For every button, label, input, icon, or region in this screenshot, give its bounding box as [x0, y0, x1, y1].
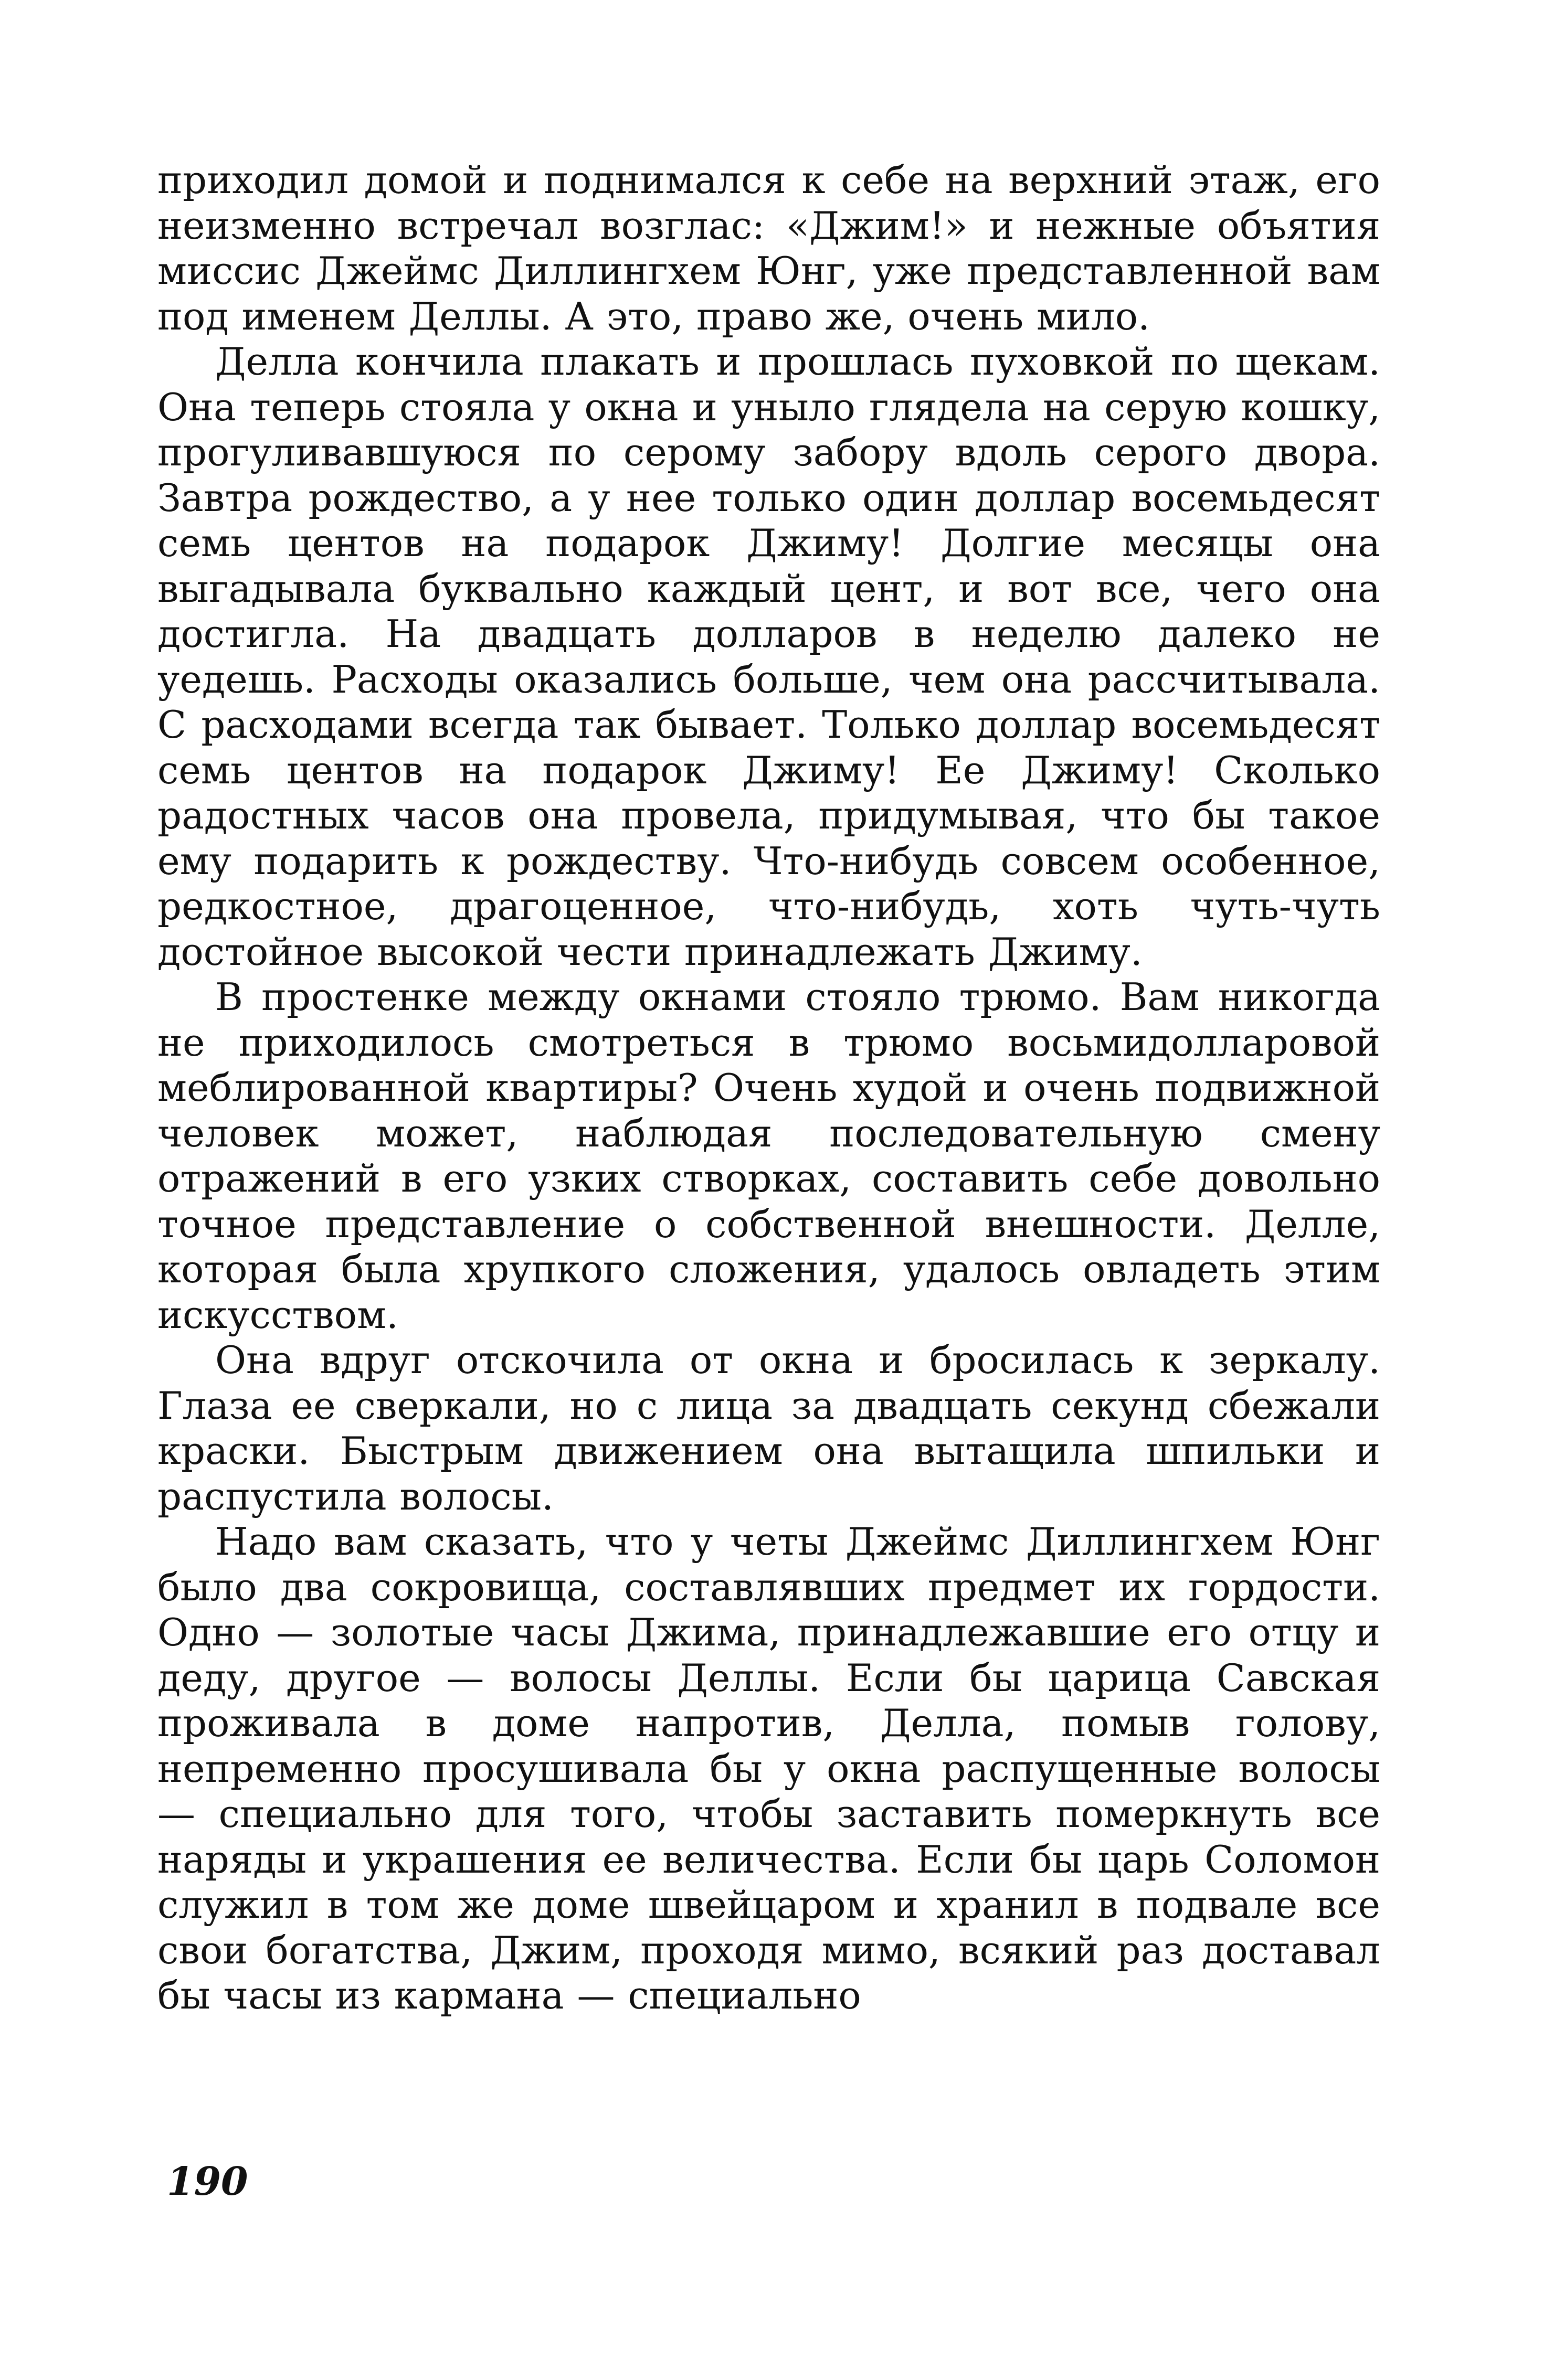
paragraph-2: Делла кончила плакать и прошлась пуховкой по щекам. Она теперь стояла у окна и уныло глядела на серую кошку, прогуливавшуюся по серому забору вдоль серого двора. Завтра рождество, а у нее только один доллар восемьдесят семь центов на подарок Джиму! Долгие месяцы она выгадывала буквально каждый цент, и вот все, чего она достигла. На двадцать долларов в неделю далеко не уедешь. Расходы оказались больше, чем она рассчитывала. С расходами всегда так бывает. Только доллар восемьдесят семь центов на подарок Джиму! Ее Джиму! Сколько радостных часов она провела, придумывая, что бы такое ему подарить к рождеству. Что-нибудь совсем особенное, редкостное, драгоценное, что-нибудь, хоть чуть-чуть достойное высокой чести принадлежать Джиму.	[157, 339, 1380, 974]
paragraph-4: Она вдруг отскочила от окна и бросилась к зеркалу. Глаза ее сверкали, но с лица за двадцать секунд сбежали краски. Быстрым движением она вытащила шпильки и распустила волосы.	[157, 1338, 1380, 1518]
body-text	[157, 157, 1380, 2018]
paragraph-5: Надо вам сказать, что у четы Джеймс Диллингхем Юнг было два сокровища, составлявших предмет их гордости. Одно — золотые часы Джима, принадлежавшие его отцу и деду, другое — волосы Деллы. Если бы царица Савская проживала в доме напротив, Делла, помыв голову, непременно просушивала бы у окна распущенные волосы — специально для того, чтобы заставить померкнуть все наряды и украшения ее величества. Если бы царь Соломон служил в том же доме швейцаром и хранил в подвале все свои богатства, Джим, проходя мимо, всякий раз доставал бы часы из кармана — специально	[157, 1520, 1380, 2017]
paragraph-1: приходил домой и поднимался к себе на верхний этаж, его неизменно встречал возглас: «Джим!» и нежные объятия миссис Джеймс Диллингхем Юнг, уже представленной вам под именем Деллы. А это, право же, очень мило.	[157, 158, 1380, 338]
page-number: 190	[167, 2159, 248, 2204]
paragraph-3: В простенке между окнами стояло трюмо. Вам никогда не приходилось смотреться в трюмо восьмидолларовой меблированной квартиры? Очень худой и очень подвижной человек может, наблюдая последовательную смену отражений в его узких створках, составить себе довольно точное представление о собственной внешности. Делле, которая была хрупкого сложения, удалось овладеть этим искусством.	[157, 975, 1380, 1337]
